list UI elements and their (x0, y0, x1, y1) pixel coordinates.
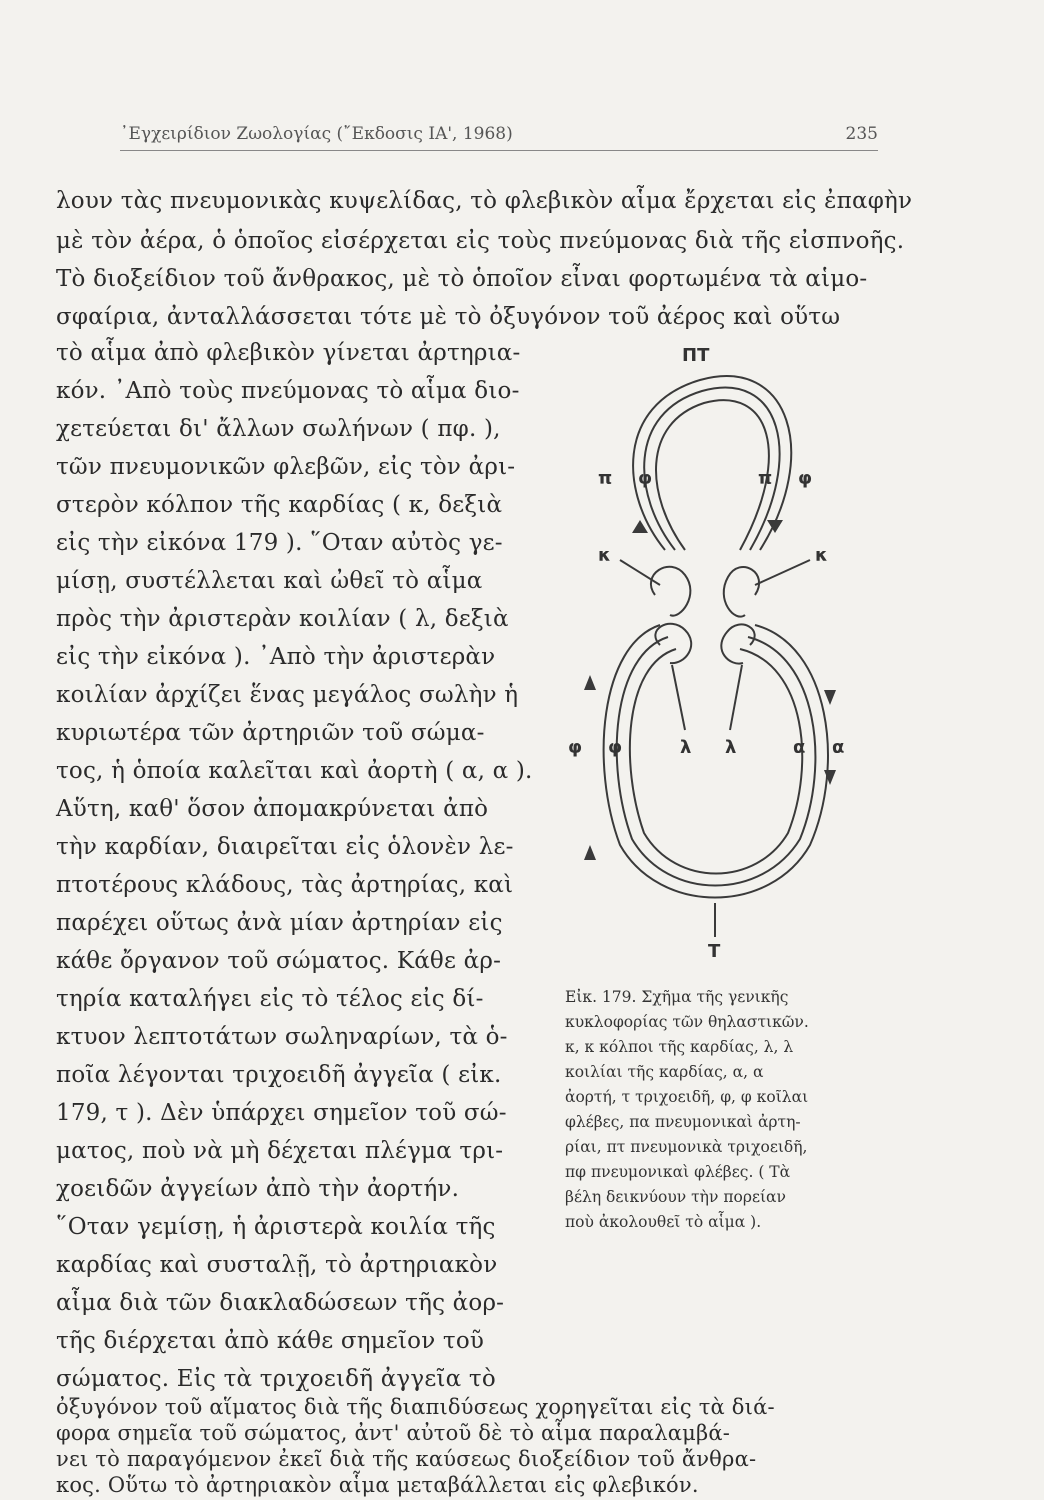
label-f-inner: φ (608, 737, 623, 758)
caption-line: κοιλίαι τῆς καρδίας, α, α (565, 1063, 764, 1081)
text-line: ποῖα λέγονται τριχοειδῆ ἀγγεῖα ( εἰκ. (56, 1062, 502, 1088)
label-p-left: π (598, 468, 613, 489)
text-line: τῶν πνευμονικῶν φλεβῶν, εἰς τὸν ἀρι- (56, 454, 516, 480)
text-line: ματος, ποὺ νὰ μὴ δέχεται πλέγμα τρι- (56, 1138, 504, 1164)
figure-caption (565, 985, 870, 1235)
text-line: τῆς διέρχεται ἀπὸ κάθε σημεῖον τοῦ (56, 1328, 485, 1354)
caption-line: ρίαι, πτ πνευμονικὰ τριχοειδῆ, (565, 1138, 808, 1156)
label-f-pulm-right: φ (798, 468, 813, 489)
header-rule (120, 150, 878, 151)
text-line: 179, τ ). Δὲν ὑπάρχει σημεῖον τοῦ σώ- (56, 1100, 507, 1126)
caption-line: κυκλοφορίας τῶν θηλαστικῶν. (565, 1013, 809, 1031)
caption-line: φλέβες, πα πνευμονικαὶ ἀρτη- (565, 1113, 801, 1131)
text-line: τὴν καρδίαν, διαιρεῖται εἰς ὁλονὲν λε- (56, 834, 514, 860)
label-pt: ΠΤ (682, 345, 710, 366)
label-a-outer: α (832, 737, 845, 758)
caption-line: ποὺ ἀκολουθεῖ τὸ αἷμα ). (565, 1213, 762, 1231)
text-line: χετεύεται δι' ἄλλων σωλήνων ( πφ. ), (56, 416, 501, 442)
text-line: τηρία καταλήγει εἰς τὸ τέλος εἰς δί- (56, 986, 484, 1012)
text-line: μὲ τὸν ἀέρα, ὁ ὁποῖος εἰσέρχεται εἰς τοὺς πνεύμονας διὰ τῆς εἰσπνοῆς. (56, 228, 905, 254)
text-line: στερὸν κόλπον τῆς καρδίας ( κ, δεξιὰ (56, 492, 503, 518)
text-line: κος. Οὕτω τὸ ἀρτηριακὸν αἷμα μεταβάλλεται εἰς φλεβικόν. (56, 1473, 699, 1497)
label-a-pulm-left: φ (638, 468, 653, 489)
text-line: τὸ αἷμα ἀπὸ φλεβικὸν γίνεται ἀρτηρια- (56, 340, 521, 366)
caption-line: πφ πνευμονικαὶ φλέβες. ( Τὰ (565, 1163, 791, 1181)
caption-line: ἀορτή, τ τριχοειδῆ, φ, φ κοῖλαι (565, 1088, 809, 1106)
circulation-diagram (560, 345, 870, 965)
page-number: 235 (845, 124, 878, 144)
text-line: εἰς τὴν εἰκόνα ). ᾿Απὸ τὴν ἀριστερὰν (56, 644, 496, 670)
label-l-right: λ (725, 737, 737, 758)
running-header (120, 124, 878, 144)
text-line: μίσῃ, συστέλλεται καὶ ὠθεῖ τὸ αἷμα (56, 568, 483, 594)
text-line: αἷμα διὰ τῶν διακλαδώσεων τῆς ἀορ- (56, 1290, 505, 1316)
text-line: λουν τὰς πνευμονικὰς κυψελίδας, τὸ φλεβικὸν αἷμα ἔρχεται εἰς ἐπαφὴν (56, 188, 913, 214)
text-line: φορα σημεῖα τοῦ σώματος, ἀντ' αὐτοῦ δὲ τὸ αἷμα παραλαμβά- (56, 1421, 731, 1445)
text-line: τος, ἡ ὁποία καλεῖται καὶ ἀορτὴ ( α, α ). (56, 758, 533, 784)
label-p-right: π (758, 468, 773, 489)
text-line: καρδίας καὶ συσταλῇ, τὸ ἀρτηριακὸν (56, 1252, 498, 1278)
text-line: κάθε ὄργανον τοῦ σώματος. Κάθε ἀρ- (56, 948, 502, 974)
text-line: εἰς τὴν εἰκόνα 179 ). ῞Οταν αὐτὸς γε- (56, 530, 503, 556)
text-line: ῞Οταν γεμίσῃ, ἡ ἀριστερὰ κοιλία τῆς (56, 1214, 496, 1240)
text-line: νει τὸ παραγόμενον ἐκεῖ διὰ τῆς καύσεως διοξείδιον τοῦ ἄνθρα- (56, 1447, 757, 1471)
caption-line: κ, κ κόλποι τῆς καρδίας, λ, λ (565, 1038, 794, 1056)
text-line: παρέχει οὕτως ἀνὰ μίαν ἀρτηρίαν εἰς (56, 910, 503, 936)
text-line: ὀξυγόνον τοῦ αἵματος διὰ τῆς διαπιδύσεως χορηγεῖται εἰς τὰ διά- (56, 1395, 775, 1419)
running-title: ᾿Εγχειρίδιον Ζωολογίας (῎Εκδοσις ΙΑ', 1968) (120, 124, 513, 144)
text-line: κυριωτέρα τῶν ἀρτηριῶν τοῦ σώμα- (56, 720, 485, 746)
text-line: Τὸ διοξείδιον τοῦ ἄνθρακος, μὲ τὸ ὁποῖον εἶναι φορτωμένα τὰ αἱμο- (56, 266, 868, 292)
text-line: σώματος. Εἰς τὰ τριχοειδῆ ἀγγεῖα τὸ (56, 1366, 496, 1392)
text-line: πτοτέρους κλάδους, τὰς ἀρτηρίας, καὶ (56, 872, 514, 898)
caption-line: βέλη δεικνύουν τὴν πορείαν (565, 1188, 786, 1206)
label-t: Τ (708, 941, 721, 962)
text-line: Αὕτη, καθ' ὅσον ἀπομακρύνεται ἀπὸ (56, 796, 489, 822)
text-line: πρὸς τὴν ἀριστερὰν κοιλίαν ( λ, δεξιὰ (56, 606, 509, 632)
text-line: κόν. ᾿Απὸ τοὺς πνεύμονας τὸ αἷμα διο- (56, 378, 520, 404)
text-line: κτυον λεπτοτάτων σωληναρίων, τὰ ὁ- (56, 1024, 508, 1050)
circulation-drawing (560, 345, 870, 965)
text-line: σφαίρια, ἀνταλλάσσεται τότε μὲ τὸ ὀξυγόνον τοῦ ἀέρος καὶ οὕτω (56, 304, 841, 330)
text-line: χοειδῶν ἀγγείων ἀπὸ τὴν ἀορτήν. (56, 1176, 460, 1202)
label-k-right: κ (815, 545, 828, 566)
caption-line: Εἰκ. 179. Σχῆμα τῆς γενικῆς (565, 988, 789, 1006)
label-k-left: κ (598, 545, 611, 566)
label-a-inner: α (793, 737, 806, 758)
text-line: κοιλίαν ἀρχίζει ἕνας μεγάλος σωλὴν ἡ (56, 682, 519, 708)
label-l-left: λ (680, 737, 692, 758)
label-f-outer: φ (568, 737, 583, 758)
